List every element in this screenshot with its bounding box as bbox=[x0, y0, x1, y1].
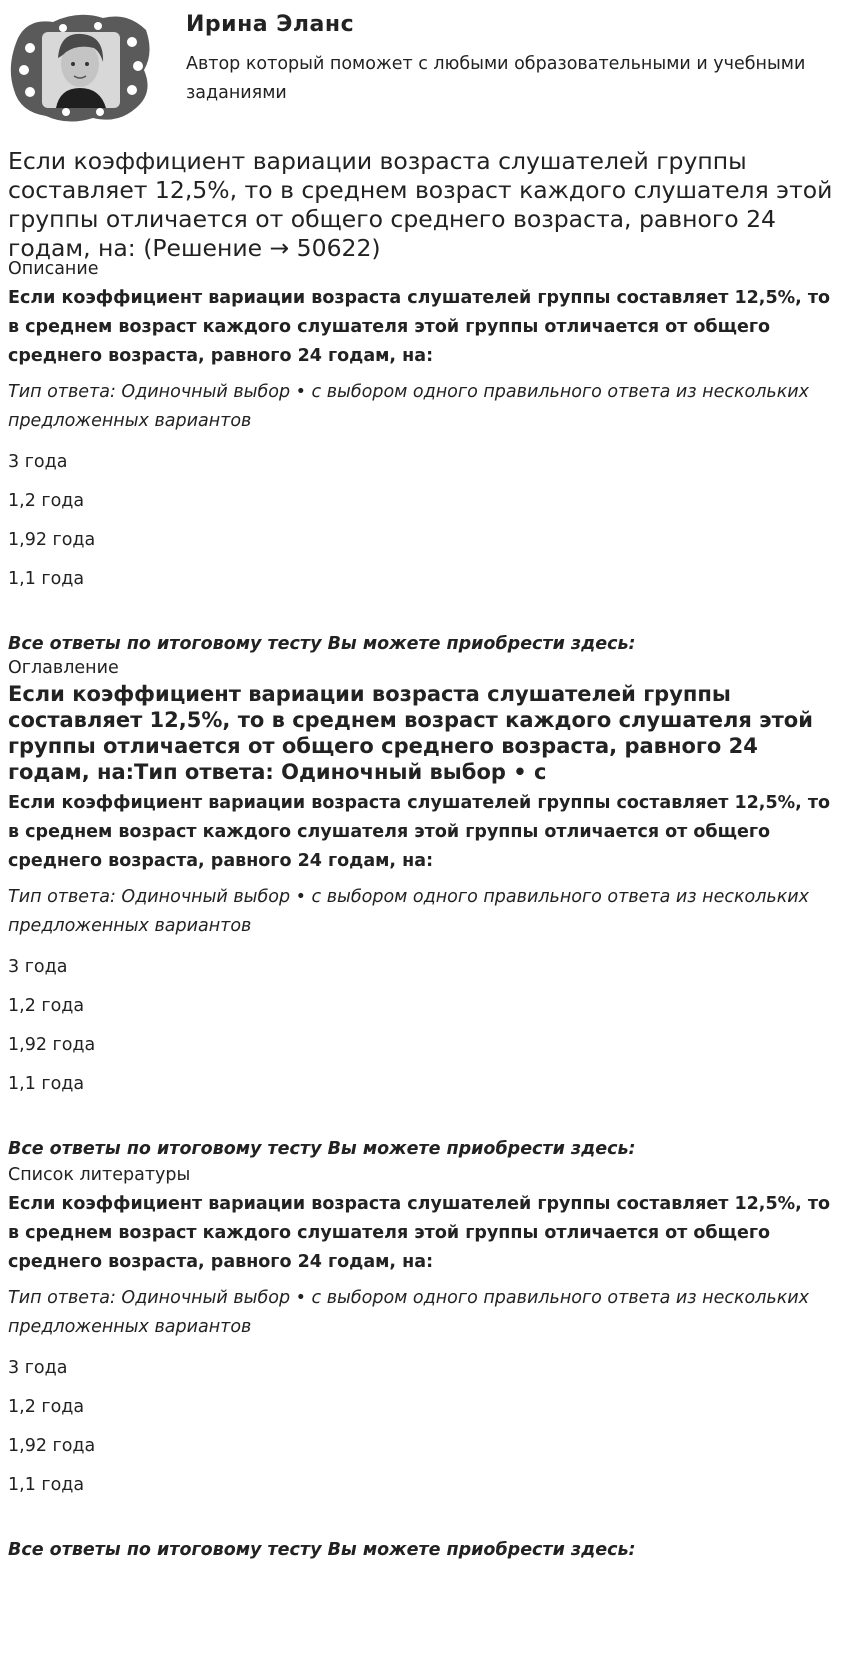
option-item: 1,2 года bbox=[8, 996, 85, 1016]
option-item: 1,92 года bbox=[8, 530, 96, 550]
buy-link-text[interactable]: Все ответы по итоговому тесту Вы можете приобрести здесь: bbox=[8, 1540, 636, 1560]
option-item: 1,92 года bbox=[8, 1035, 96, 1055]
option-item: 1,1 года bbox=[8, 1475, 85, 1495]
option-item: 1,2 года bbox=[8, 491, 85, 511]
options-list bbox=[8, 443, 838, 599]
author-block bbox=[0, 0, 847, 135]
option-item: 1,1 года bbox=[8, 569, 85, 589]
answer-type: Тип ответа: Одиночный выбор • с выбором одного правильного ответа из нескольких предложенных вариантов bbox=[8, 887, 810, 936]
question-text: Если коэффициент вариации возраста слушателей группы составляет 12,5%, то в среднем возраст каждого слушателя этой группы отличается от общего среднего возраста, равного 24 годам, на: bbox=[8, 793, 831, 871]
answer-type: Тип ответа: Одиночный выбор • с выбором одного правильного ответа из нескольких предложенных вариантов bbox=[8, 1288, 810, 1337]
question-text: Если коэффициент вариации возраста слушателей группы составляет 12,5%, то в среднем возраст каждого слушателя этой группы отличается от общего среднего возраста, равного 24 годам, на: bbox=[8, 1194, 831, 1272]
buy-link-text[interactable]: Все ответы по итоговому тесту Вы можете приобрести здесь: bbox=[8, 634, 636, 654]
option-item: 3 года bbox=[8, 957, 68, 977]
author-name[interactable]: Ирина Эланс bbox=[186, 12, 355, 37]
author-avatar bbox=[8, 8, 153, 126]
option-item: 1,92 года bbox=[8, 1436, 96, 1456]
option-item: 1,2 года bbox=[8, 1397, 85, 1417]
option-item: 3 года bbox=[8, 452, 68, 472]
author-description: Автор который поможет с любыми образовательными и учебными заданиями bbox=[186, 54, 806, 103]
options-list bbox=[8, 1349, 838, 1505]
option-item: 3 года bbox=[8, 1358, 68, 1378]
answer-type: Тип ответа: Одиночный выбор • с выбором одного правильного ответа из нескольких предложенных вариантов bbox=[8, 382, 810, 431]
section-label: Список литературы bbox=[8, 1165, 191, 1185]
option-item: 1,1 года bbox=[8, 1074, 85, 1094]
section-bibliography bbox=[8, 1164, 838, 1561]
options-list bbox=[8, 948, 838, 1104]
section-label: Описание bbox=[8, 259, 99, 279]
buy-link-text[interactable]: Все ответы по итоговому тесту Вы можете приобрести здесь: bbox=[8, 1139, 636, 1159]
section-label: Оглавление bbox=[8, 658, 119, 678]
section-toc bbox=[8, 657, 838, 1160]
toc-heading[interactable]: Если коэффициент вариации возраста слушателей группы составляет 12,5%, то в среднем возраст каждого слушателя этой группы отличается от общего среднего возраста, равного 24 годам, на:Тип ответа: Одиночный выбор • с bbox=[8, 682, 813, 784]
section-description bbox=[8, 258, 838, 655]
page-title: Если коэффициент вариации возраста слушателей группы составляет 12,5%, то в среднем возраст каждого слушателя этой группы отличается от общего среднего возраста, равного 24 годам, на: (Решение → 50622) bbox=[8, 147, 833, 262]
question-text: Если коэффициент вариации возраста слушателей группы составляет 12,5%, то в среднем возраст каждого слушателя этой группы отличается от общего среднего возраста, равного 24 годам, на: bbox=[8, 288, 831, 366]
